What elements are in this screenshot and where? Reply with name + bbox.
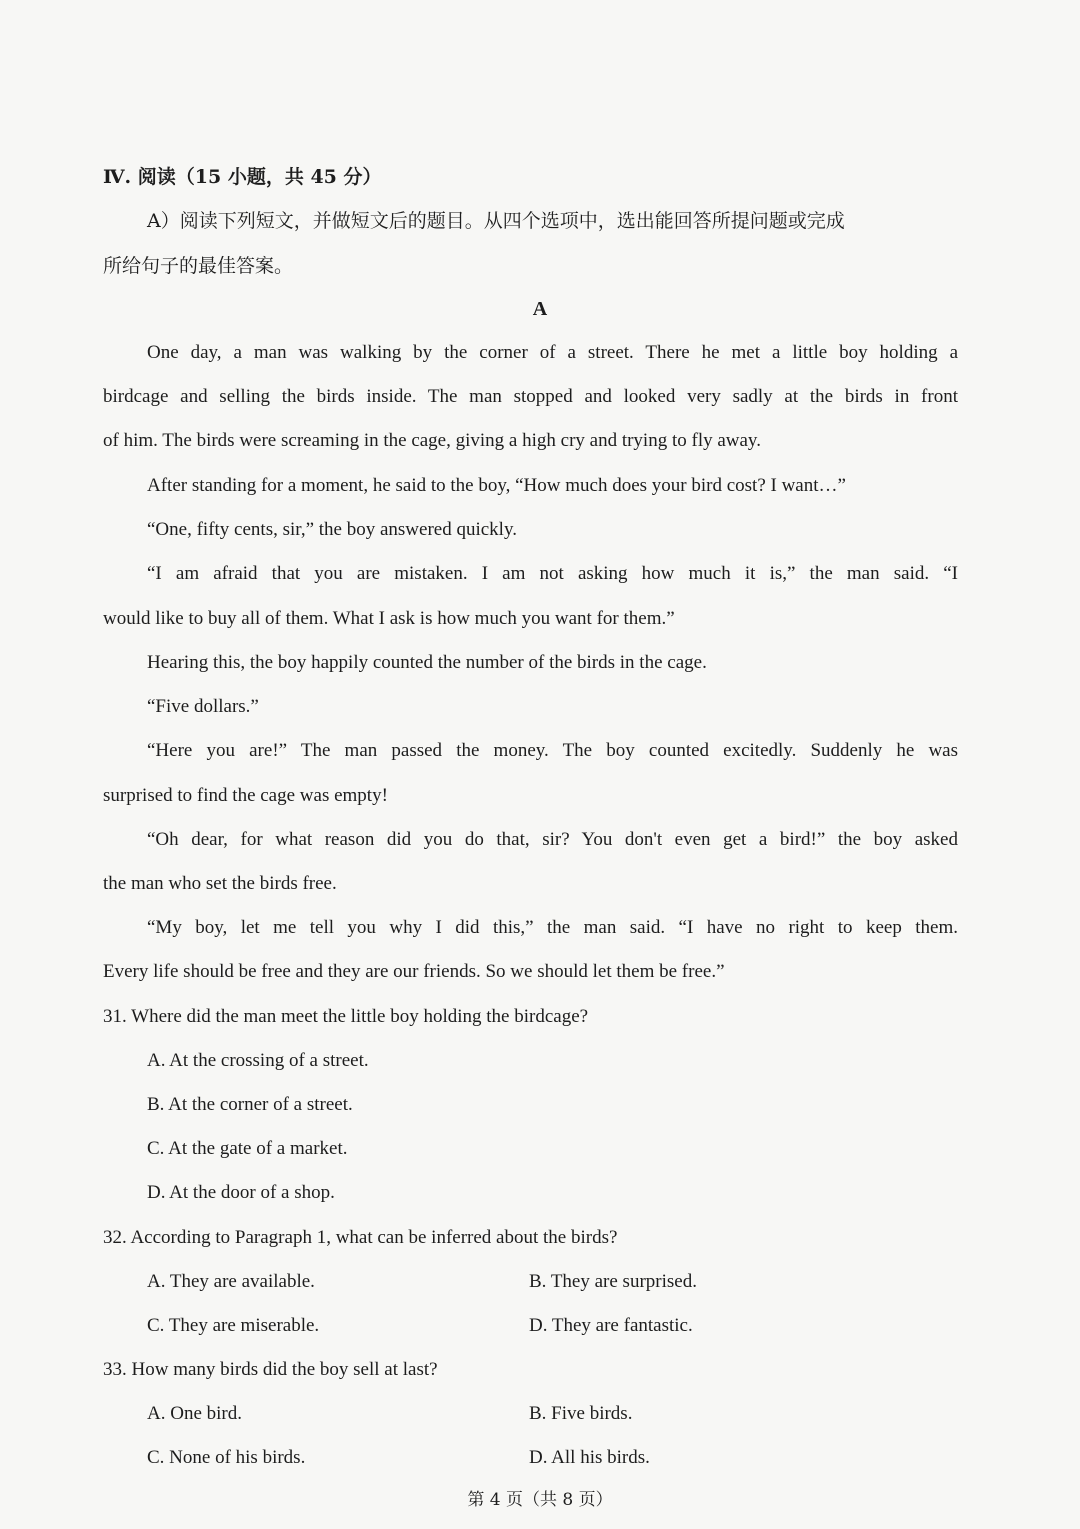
question-33-option-c: C. None of his birds. xyxy=(147,1447,306,1468)
passage-line: After standing for a moment, he said to the boy, “How much does your bird cost? I want…” xyxy=(147,475,846,496)
question-33-option-d: D. All his birds. xyxy=(529,1447,650,1468)
passage-line: “One, fifty cents, sir,” the boy answered quickly. xyxy=(147,519,517,540)
question-32-stem: 32. According to Paragraph 1, what can be inferred about the birds? xyxy=(103,1227,618,1248)
passage-line: would like to buy all of them. What I ask is how much you want for them.” xyxy=(103,608,675,629)
question-33-stem: 33. How many birds did the boy sell at last? xyxy=(103,1359,438,1380)
passage-line: “Five dollars.” xyxy=(147,696,259,717)
question-32-option-b: B. They are surprised. xyxy=(529,1271,697,1292)
section-instruction-line1: A）阅读下列短文，并做短文后的题目。从四个选项中，选出能回答所提问题或完成 xyxy=(147,210,845,232)
passage-line: of him. The birds were screaming in the cage, giving a high cry and trying to fly away. xyxy=(103,430,761,451)
question-31-option-a: A. At the crossing of a street. xyxy=(147,1050,369,1071)
passage-line: “My boy, let me tell you why I did this,” the man said. “I have no right to keep them. xyxy=(147,917,958,938)
question-32-option-a: A. They are available. xyxy=(147,1271,315,1292)
question-33-option-a: A. One bird. xyxy=(147,1403,242,1424)
passage-line: surprised to find the cage was empty! xyxy=(103,785,388,806)
passage-label: A xyxy=(532,298,548,320)
passage-line: “Oh dear, for what reason did you do that, sir? You don't even get a bird!” the boy asked xyxy=(147,829,958,850)
passage-line: “I am afraid that you are mistaken. I am not asking how much it is,” the man said. “I xyxy=(147,563,958,584)
question-32-option-d: D. They are fantastic. xyxy=(529,1315,693,1336)
passage-line: birdcage and selling the birds inside. The man stopped and looked very sadly at the birds in front xyxy=(103,386,958,407)
question-32-option-c: C. They are miserable. xyxy=(147,1315,320,1336)
passage-line: Hearing this, the boy happily counted the number of the birds in the cage. xyxy=(147,652,707,673)
passage-line: the man who set the birds free. xyxy=(103,873,337,894)
question-31-stem: 31. Where did the man meet the little boy holding the birdcage? xyxy=(103,1006,589,1027)
question-31-option-b: B. At the corner of a street. xyxy=(147,1094,353,1115)
passage-line: One day, a man was walking by the corner of a street. There he met a little boy holding a xyxy=(147,342,958,363)
question-31-option-c: C. At the gate of a market. xyxy=(147,1138,348,1159)
section-instruction-line2: 所给句子的最佳答案。 xyxy=(103,255,294,277)
page-number-footer: 第 4 页（共 8 页） xyxy=(467,1490,613,1510)
section-title: Ⅳ. 阅读（15 小题，共 45 分） xyxy=(103,166,382,188)
question-33-option-b: B. Five birds. xyxy=(529,1403,633,1424)
passage-line: Every life should be free and they are our friends. So we should let them be free.” xyxy=(103,961,725,982)
passage-line: “Here you are!” The man passed the money. The boy counted excitedly. Suddenly he was xyxy=(147,740,958,761)
question-31-option-d: D. At the door of a shop. xyxy=(147,1182,335,1203)
